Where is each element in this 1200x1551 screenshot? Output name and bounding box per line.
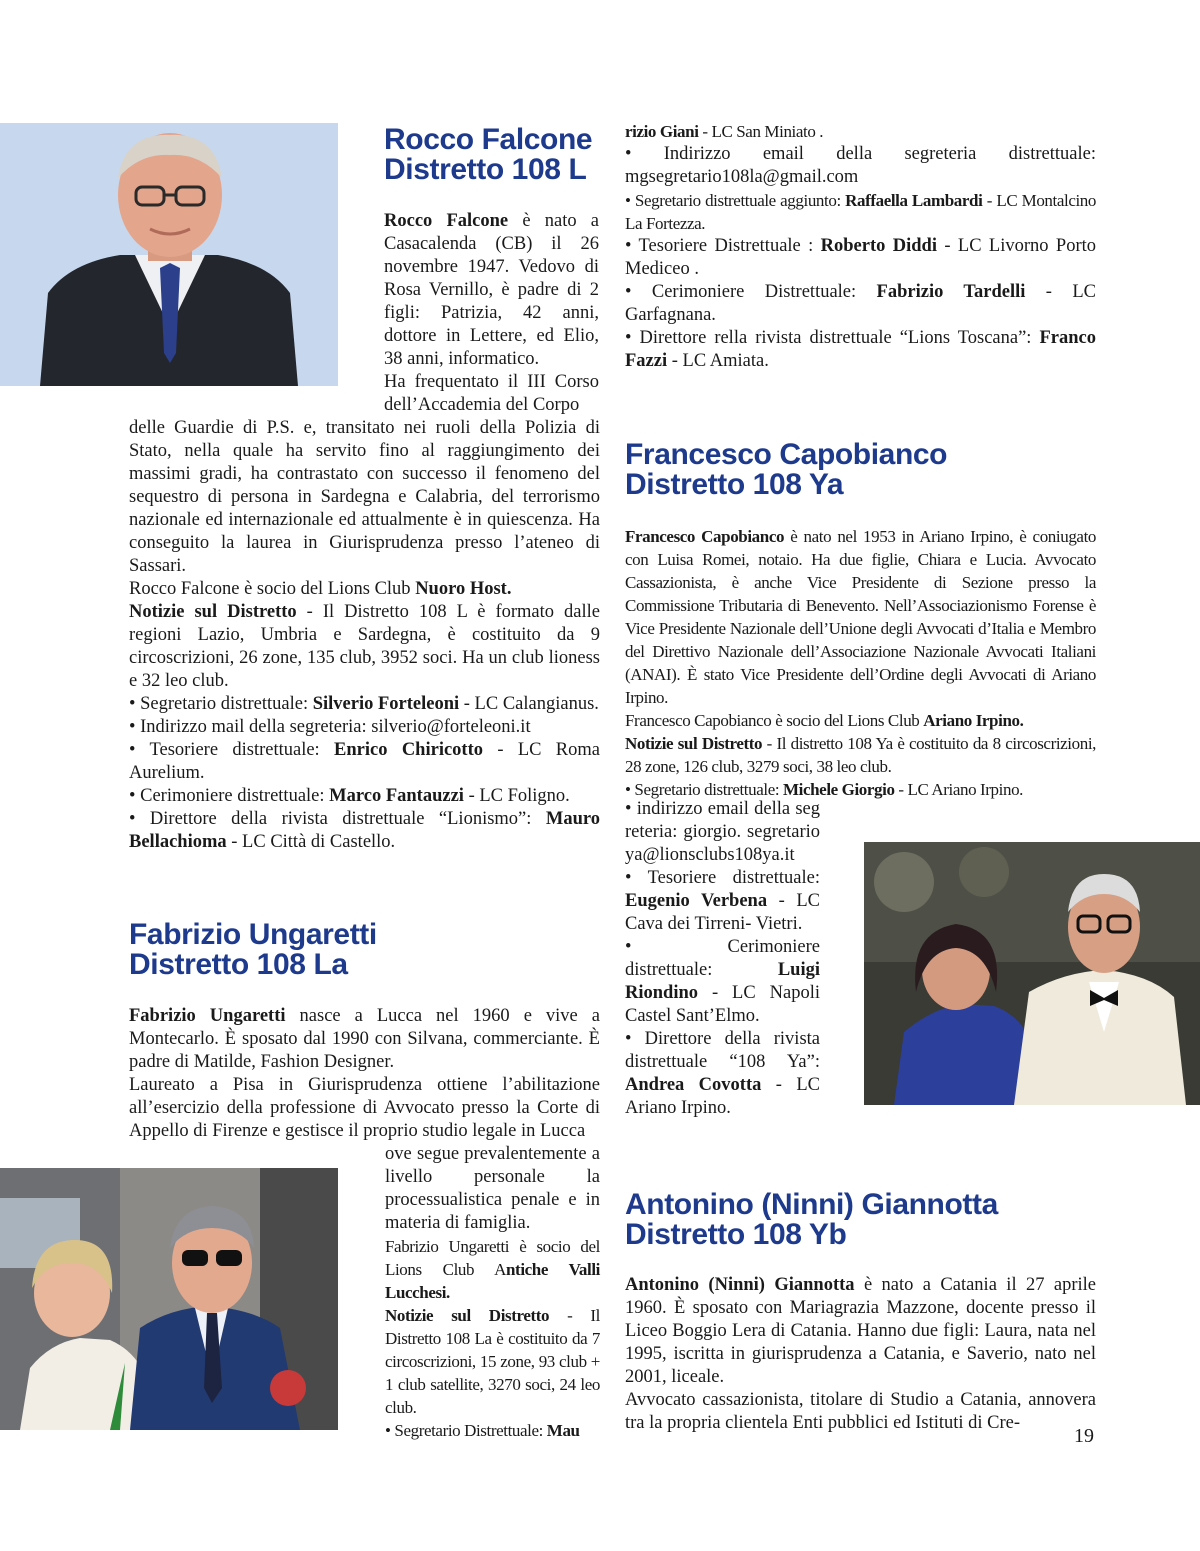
ungaretti-notizie-label: Notizie sul Distretto	[385, 1306, 550, 1325]
capobianco-notizie-text: - Il distretto 108 Ya è costituito da 8 circoscrizioni, 28 zone, 126 club, 3279 soci, 38 leo club.	[625, 734, 1096, 776]
falcone-direttore	[129, 808, 600, 854]
falcone-cerimoniere	[129, 785, 600, 808]
capobianco-bio-name: Francesco Capobianco	[625, 527, 785, 546]
falcone-tesoriere-name: Enrico Chiricotto	[334, 740, 483, 760]
falcone-name: Rocco Falcone	[384, 123, 593, 156]
capobianco-tesoriere	[625, 867, 820, 936]
capobianco-photo	[864, 842, 1200, 1105]
falcone-tesoriere	[129, 739, 600, 785]
capobianco-tesoriere-club: - LC Cava dei Tirreni- Vietri.	[625, 891, 820, 934]
capobianco-segretario-club: - LC Ariano Irpino.	[894, 780, 1024, 799]
giannotta-district: Distretto 108 Yb	[625, 1218, 847, 1251]
page-number: 19	[1074, 1425, 1094, 1447]
ungaretti-bio-name: Fabrizio Ungaretti	[129, 1006, 286, 1026]
falcone-notizie-label: Notizie sul Distretto	[129, 602, 297, 622]
falcone-bio-text: è nato a Casacalenda (CB) il 26 novembre 1947. Vedovo di Rosa Vernillo, è padre di 2 figli: Patrizia, 42 anni, dottore in Lettere, ed Elio, 38 anni, informatico.	[384, 211, 599, 369]
capobianco-direttore	[625, 1028, 820, 1120]
ungaretti-segagg-name: Raffaella Lambardi	[845, 191, 983, 210]
falcone-bio-narrow	[384, 210, 599, 417]
capobianco-mail: • indirizzo email della segreteria: giorgio. segretarioya@lionsclubs108ya.it	[625, 799, 820, 865]
ungaretti-name: Fabrizio Ungaretti	[129, 918, 377, 951]
ungaretti-bio-continued	[625, 120, 1096, 373]
giannotta-bio-text: è nato a Catania il 27 aprile 1960. È sposato con Mariagrazia Mazzone, docente presso il Liceo Boggio Lera di Catania. Hanno due figli: Laura, nata nel 1995, iscritta in giurisprudenza a Catania, e Saverio, nato nel 2001, liceale.	[625, 1275, 1096, 1387]
falcone-tesoriere-label: • Tesoriere distrettuale:	[129, 740, 335, 760]
ungaretti-mail: • Indirizzo email della segreteria distrettuale: mgsegretario108la@gmail.com	[625, 144, 1096, 187]
giannotta-intro	[625, 1274, 1096, 1389]
giannotta-bio-name: Antonino (Ninni) Giannotta	[625, 1275, 855, 1295]
capobianco-direttore-club: - LC Ariano Irpino.	[625, 1075, 820, 1118]
ungaretti-tesoriere-label: • Tesoriere Distrettuale :	[625, 236, 821, 256]
falcone-segretario-label: • Segretario distrettuale:	[129, 694, 313, 714]
ungaretti-segretario-label: • Segretario Distrettuale:	[385, 1421, 547, 1440]
falcone-cerimoniere-name: Marco Fantauzzi	[329, 786, 464, 806]
giannotta-bio	[625, 1274, 1096, 1435]
capobianco-notizie	[625, 732, 1096, 778]
ungaretti-heading	[129, 920, 377, 980]
ungaretti-career-rest: ove segue prevalentemente a livello personale la processualistica penale e in materia di famiglia.	[385, 1144, 600, 1233]
falcone-club-pre: Rocco Falcone è socio del Lions Club	[129, 579, 416, 599]
falcone-segretario-club: - LC Calangianus.	[459, 694, 599, 714]
falcone-career-start: Ha frequentato il III Corso dell’Accademia del Corpo	[384, 372, 599, 415]
ungaretti-cerimoniere-club: - LC Garfagnana.	[625, 282, 1096, 325]
ungaretti-tesoriere-club: - LC Livorno Porto Mediceo .	[625, 236, 1096, 279]
ungaretti-direttore-label: • Direttore rella rivista distrettuale “Lions Toscana”:	[625, 328, 1040, 348]
capobianco-club	[625, 709, 1096, 732]
falcone-direttore-label: • Direttore della rivista distrettuale “Lionismo”:	[129, 809, 546, 829]
capobianco-direttore-label: • Direttore della rivista distrettuale “108 Ya”:	[625, 1029, 820, 1072]
capobianco-segretario-name: Michele Giorgio	[783, 780, 895, 799]
falcone-bio-name: Rocco Falcone	[384, 211, 509, 231]
ungaretti-intro	[129, 1005, 600, 1074]
capobianco-bio-text: è nato nel 1953 in Ariano Irpino, è coniugato con Luisa Romei, notaio. Ha due figlie, Chiara e Lucia. Avvocato Cassazionista, è anche Vice Presidente di Sezione presso la Commissione Tributaria di Benevento. Nell’Associazionismo Forense è Vice Presidente Nazionale dell’Unione degli Avvocati d’Italia e Membro del Direttivo Nazionale dell’Associazione Nazionale Avvocati Italiani (ANAI). È stato Vice Presidente dell’Ordine degli Avvocati di Ariano Irpino.	[625, 527, 1096, 707]
ungaretti-segretario-club: - LC San Miniato .	[698, 122, 824, 141]
capobianco-name: Francesco Capobianco	[625, 438, 948, 471]
capobianco-heading	[625, 440, 947, 500]
ungaretti-tesoriere-name: Roberto Diddi	[820, 236, 937, 256]
capobianco-direttore-name: Andrea Covotta	[625, 1075, 762, 1095]
falcone-tesoriere-club: - LC Roma Aurelium.	[129, 740, 600, 783]
ungaretti-tesoriere	[625, 235, 1096, 281]
capobianco-club-name: Ariano Irpino.	[923, 711, 1024, 730]
ungaretti-career: Laureato a Pisa in Giurisprudenza ottiene l’abilitazione all’esercizio della professione di Avvocato presso la Corte di Appello di Firenze e gestisce il proprio studio legale in Lucca	[129, 1075, 600, 1141]
falcone-segretario	[129, 693, 600, 716]
ungaretti-segagg-label: • Segretario distrettuale aggiunto:	[625, 191, 846, 210]
ungaretti-direttore-name: Franco Fazzi	[625, 328, 1096, 371]
falcone-photo	[0, 123, 338, 386]
falcone-direttore-name: Mauro Bellachioma	[129, 809, 600, 852]
capobianco-tesoriere-name: Eugenio Verbena	[625, 891, 768, 911]
ungaretti-bio-text: nasce a Lucca nel 1960 e vive a Montecarlo. È sposato dal 1990 con Silvana, commerciante. È padre di Matilde, Fashion Designer.	[129, 1006, 600, 1072]
falcone-club-name: Nuoro Host.	[415, 579, 512, 599]
capobianco-intro	[625, 525, 1096, 709]
falcone-career-rest: delle Guardie di P.S. e, transitato nei ruoli della Polizia di Stato, nella quale ha servito fino al raggiungimento dei massimi gradi, ha contrastato con successo il fenomeno del sequestro di persona in Sardegna e Calabria, del terrorismo nazionale ed internazionale ed attualmente è in quiescenza. Ha conseguito la laurea in Giurisprudenza presso l’ateneo di Sassari.	[129, 418, 600, 576]
ungaretti-bio-narrow	[385, 1143, 600, 1442]
ungaretti-club	[385, 1235, 600, 1304]
portrait-photo-icon	[0, 123, 338, 386]
falcone-cerimoniere-label: • Cerimoniere distrettuale:	[129, 786, 330, 806]
capobianco-tesoriere-label: • Tesoriere distrettuale:	[625, 868, 820, 888]
falcone-segretario-name: Silverio Forteleoni	[312, 694, 460, 714]
falcone-club	[129, 578, 600, 601]
ungaretti-notizie-text: - Il Distretto 108 La è costituito da 7 circoscrizioni, 15 zone, 93 club + 1 club satellite, 3270 soci, 24 leo club.	[385, 1306, 600, 1417]
giannotta-heading	[625, 1190, 998, 1250]
ungaretti-segretario-name-b: rizio Giani	[625, 122, 699, 141]
capobianco-notizie-label: Notizie sul Distretto	[625, 734, 763, 753]
falcone-notizie	[129, 601, 600, 693]
capobianco-cerimoniere-name: Luigi Riondino	[625, 960, 820, 1003]
ungaretti-cerimoniere-label: • Cerimoniere Distrettuale:	[625, 282, 877, 302]
falcone-mail: • Indirizzo mail della segreteria: silverio@forteleoni.it	[129, 717, 531, 737]
ungaretti-club-pre: Fabrizio Ungaretti è socio del Lions Club A	[385, 1237, 600, 1279]
ungaretti-segretario-end	[625, 120, 1096, 143]
falcone-direttore-club: - LC Città di Castello.	[226, 832, 396, 852]
giannotta-name: Antonino (Ninni) Giannotta	[625, 1188, 998, 1221]
ungaretti-cerimoniere-name: Fabrizio Tardelli	[876, 282, 1026, 302]
capobianco-segretario-label: • Segretario distrettuale:	[625, 780, 784, 799]
falcone-heading	[384, 125, 592, 185]
falcone-district: Distretto 108 L	[384, 153, 587, 186]
ungaretti-segagg-club: - LC Montalcino La Fortezza.	[625, 191, 1096, 233]
capobianco-bio-narrow	[625, 798, 820, 1120]
ungaretti-club-name: ntiche Valli Lucchesi.	[385, 1260, 600, 1302]
falcone-bio-wide	[129, 417, 600, 854]
capobianco-cerimoniere	[625, 936, 820, 1028]
ungaretti-notizie	[385, 1304, 600, 1419]
ungaretti-segretario-aggiunto	[625, 189, 1096, 235]
ungaretti-bio-wide	[129, 1005, 600, 1143]
falcone-notizie-text: - Il Distretto 108 L è formato dalle regioni Lazio, Umbria e Sardegna, è costituito da 9 circoscrizioni, 26 zone, 135 club, 3952 soci. Ha un club lioness e 32 leo club.	[129, 602, 600, 691]
capobianco-bio-wide	[625, 525, 1096, 801]
ungaretti-direttore-club: - LC Amiata.	[667, 351, 769, 371]
falcone-cerimoniere-club: - LC Foligno.	[463, 786, 570, 806]
ungaretti-district: Distretto 108 La	[129, 948, 348, 981]
couple-photo-icon	[864, 842, 1200, 1105]
capobianco-cerimoniere-label: • Cerimoniere distrettuale:	[625, 937, 820, 980]
ungaretti-cerimoniere	[625, 281, 1096, 327]
capobianco-district: Distretto 108 Ya	[625, 468, 844, 501]
ungaretti-segretario-name-a: Mau	[546, 1421, 580, 1440]
giannotta-career: Avvocato cassazionista, titolare di Studio a Catania, annovera tra la propria clientela Enti pubblici ed Istituti di Cre-	[625, 1390, 1096, 1433]
ungaretti-photo	[0, 1168, 338, 1430]
capobianco-club-pre: Francesco Capobianco è socio del Lions Club	[625, 711, 924, 730]
capobianco-cerimoniere-club: - LC Napoli Castel Sant’Elmo.	[625, 983, 820, 1026]
ungaretti-segretario-start	[385, 1419, 600, 1442]
couple-photo-icon	[0, 1168, 338, 1430]
ungaretti-direttore	[625, 327, 1096, 373]
